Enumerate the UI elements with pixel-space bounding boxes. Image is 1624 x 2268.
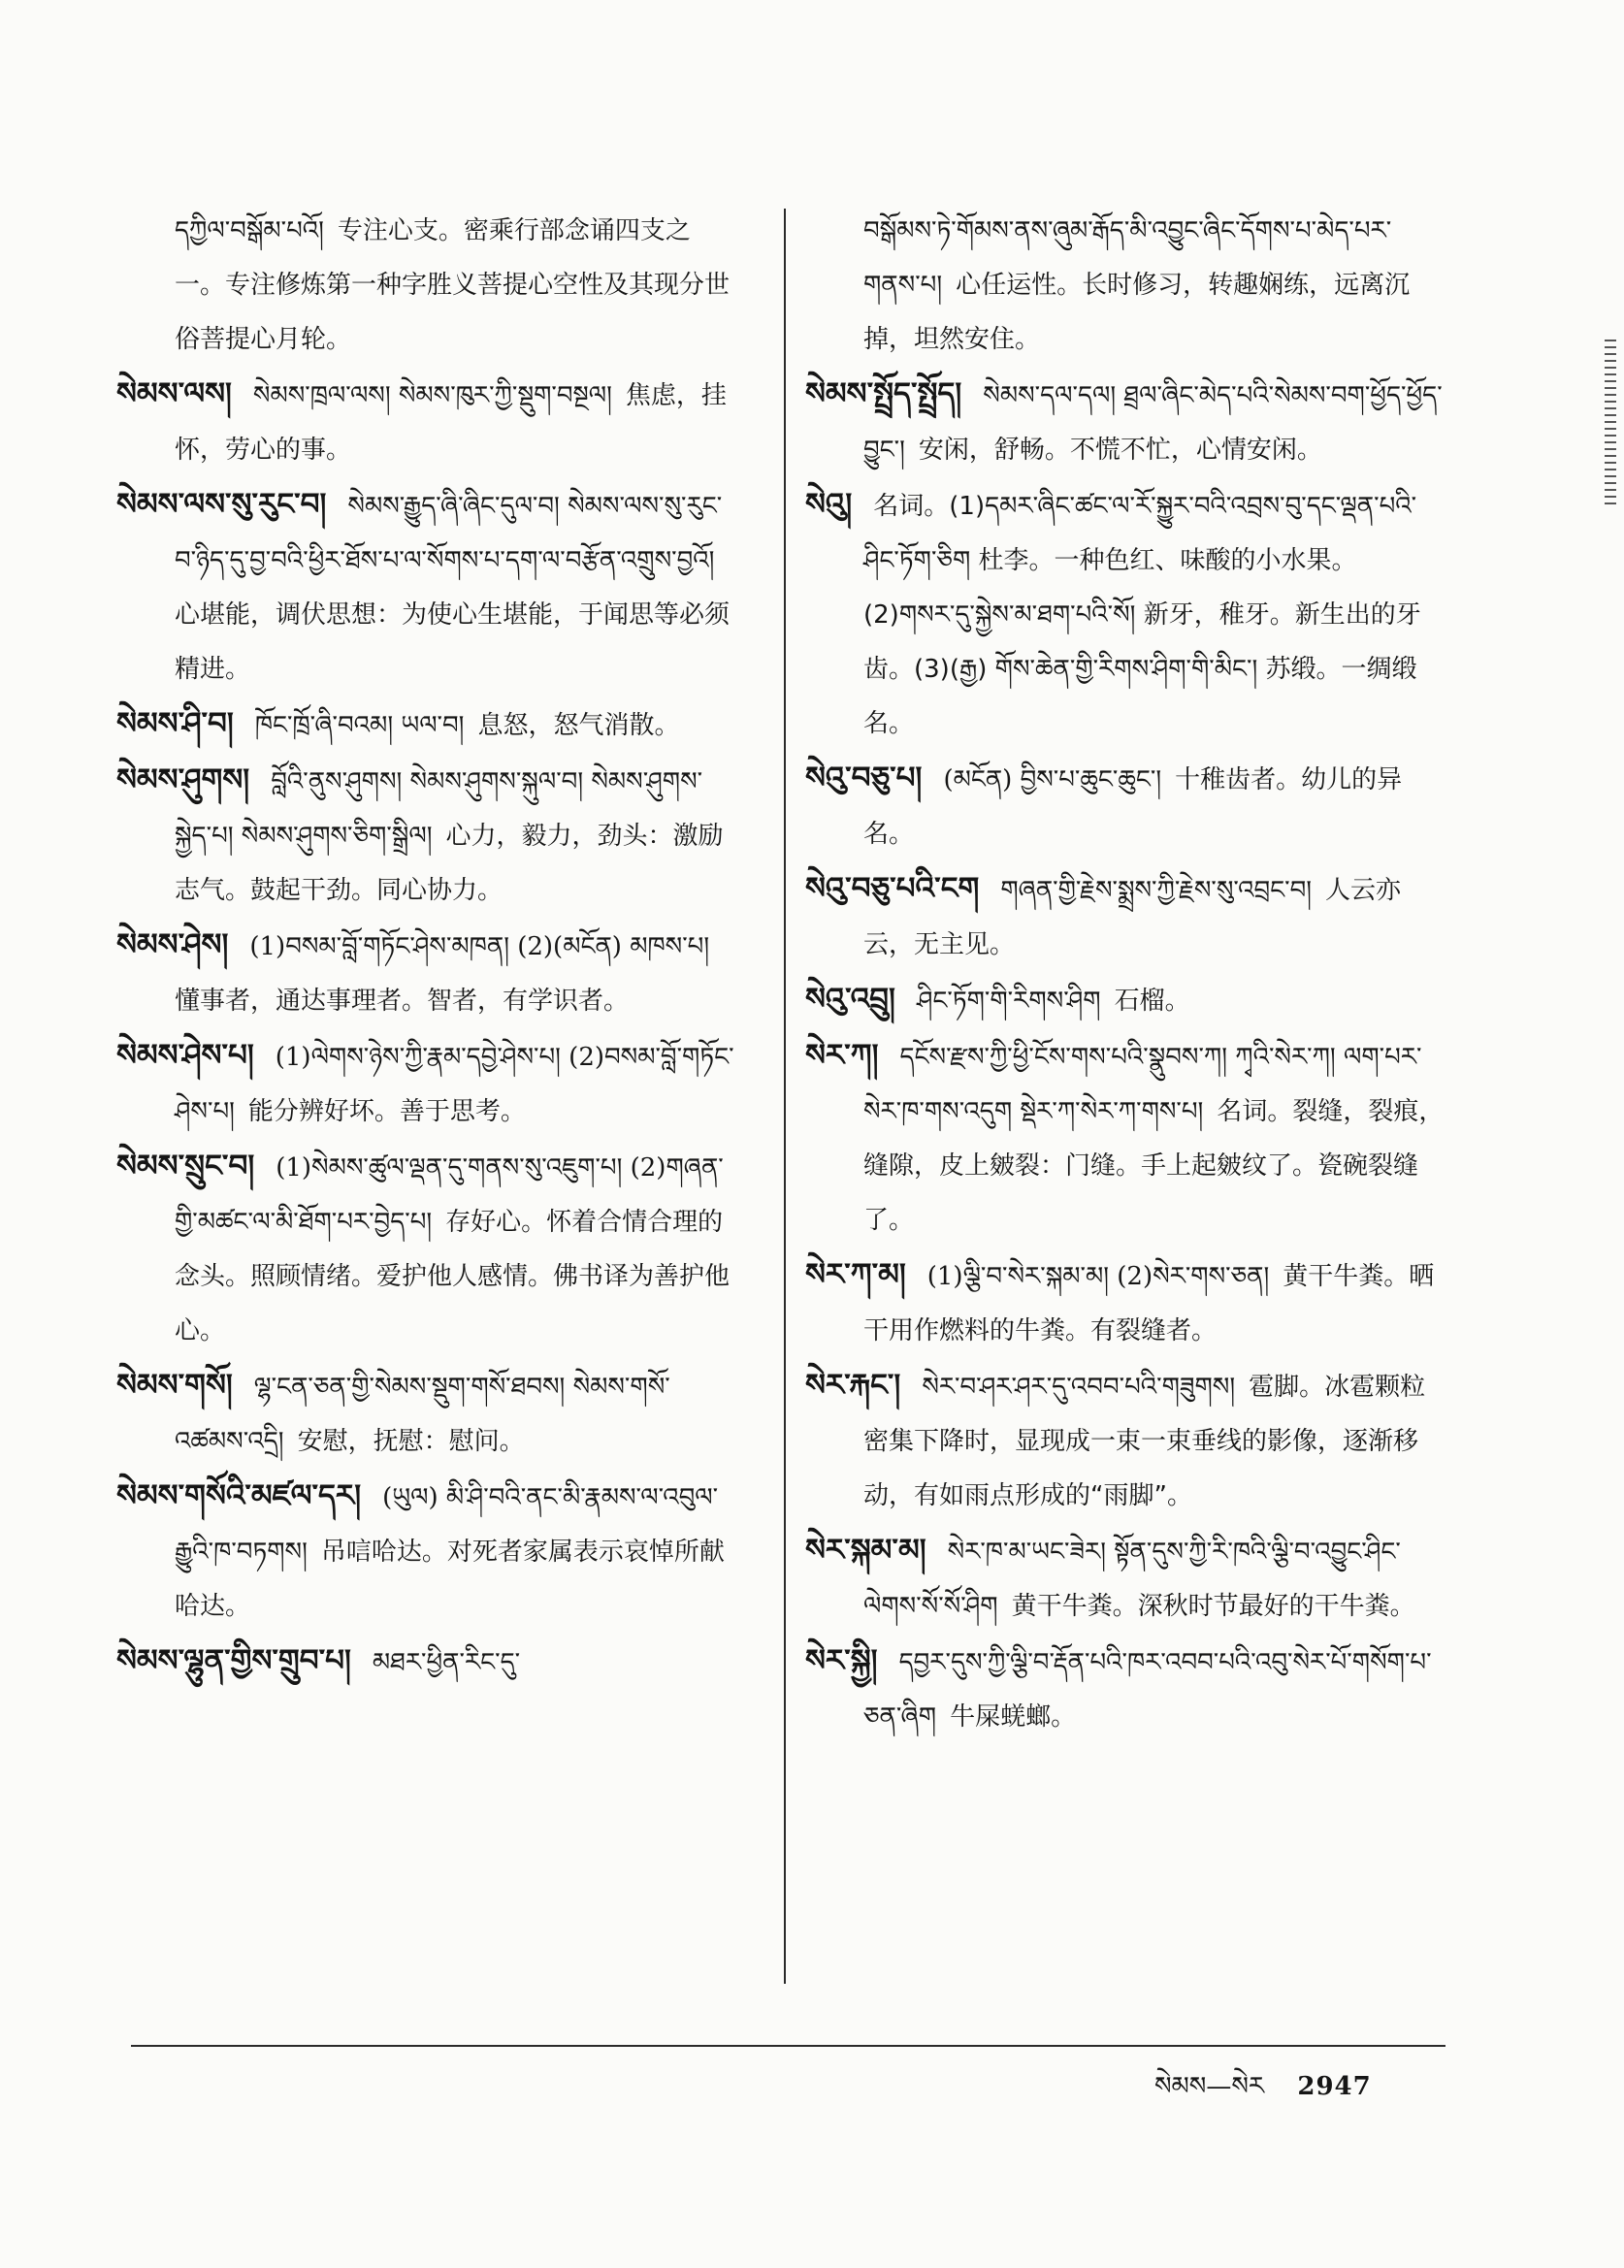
entry-chinese-definition: 石榴。 <box>1114 987 1190 1016</box>
entry-headword: སེམས་གསོའི་མཛལ་དར། <box>116 1478 362 1513</box>
entry-headword: སེའུ་འབྲུ། <box>805 982 895 1017</box>
entry-chinese-definition: 能分辨好坏。善于思考。 <box>247 1097 526 1126</box>
entry-headword: སེམས་ཤུགས། <box>116 762 250 797</box>
dictionary-entry <box>805 751 1445 861</box>
entry-tibetan-definition: བློའི་ནུས་ཤུགས། སེམས་ཤུགས་སྐུལ་བ། སེམས་ཤུགས་སྐྱེད་པ། སེམས་ཤུགས་ཅིག་སྒྲིལ། <box>175 767 703 851</box>
entry-headword: སེམས་སྤྲོད་སྤྲོད། <box>805 376 962 411</box>
dictionary-entry <box>805 861 1445 972</box>
entry-headword: སེའུ་བཅུ་པའི་ངག <box>805 871 980 906</box>
entry-chinese-definition: 吊唁哈达。对死者家属表示哀悼所献哈达。 <box>175 1538 725 1621</box>
entry-chinese-definition: 懂事者，通达事理者。智者，有学识者。 <box>175 987 630 1016</box>
entry-headword: སེའུ་བཅུ་པ། <box>805 761 923 795</box>
entry-tibetan-definition: (1)ལྕི་བ་སེར་སྐམ་མ། (2)སེར་གས་ཅན། <box>926 1262 1270 1291</box>
dictionary-entry <box>116 1139 737 1358</box>
dictionary-entry <box>805 1028 1445 1247</box>
entry-chinese-definition: 人云亦云，无主见。 <box>863 876 1402 959</box>
entry-tibetan-definition: དཀྱིལ་བསྒོམ་པའོ། <box>175 216 324 245</box>
entry-headword: སེམས་གསོ། <box>116 1368 233 1403</box>
dictionary-entry <box>116 1358 737 1469</box>
dictionary-entry <box>116 367 737 477</box>
entry-tibetan-definition: སེམས་དལ་དལ། ཐྲལ་ཞིང་མེད་པའི་སེམས་བག་ཕྱོད་ཕྱོད་བྱུང་། <box>863 381 1443 465</box>
footer-rule <box>131 2045 1445 2047</box>
entry-chinese-definition: 牛屎蜣螂。 <box>950 1702 1077 1732</box>
entry-chinese-definition: 专注心支。密乘行部念诵四支之一。专注修炼第一种字胜义菩提心空性及其现分世俗菩提心月轮。 <box>175 216 731 354</box>
dictionary-entry <box>116 753 737 918</box>
dictionary-entry <box>116 204 737 367</box>
entry-headword: སེམས་ལས། <box>116 376 232 411</box>
entry-tibetan-definition: མཐར་ཕྱིན་རིང་དུ་ <box>372 1648 521 1677</box>
entry-tibetan-definition: ལྷ་ངན་ཅན་གྱི་སེམས་སྡུག་གསོ་ཐབས། སེམས་གསོ་འཚམས་འདྲི། <box>175 1373 670 1456</box>
entry-tibetan-definition: (1)བསམ་བློ་གཏོང་ཤེས་མཁན། (2)(མངོན) མཁས་པ། <box>249 932 710 961</box>
entry-headword: སེར་ཀ། <box>805 1038 879 1073</box>
entry-headword: སེམས་ཤེས་པ། <box>116 1038 254 1073</box>
entry-chinese-definition: 黄干牛粪。晒干用作燃料的牛粪。有裂缝者。 <box>863 1262 1435 1345</box>
entry-tibetan-definition: སེམས་རྒྱུད་ཞི་ཞིང་དུལ་བ། སེམས་ལས་སུ་རུང་བ་ཉིད་དུ་བྱ་བའི་ཕྱིར་ཐོས་པ་ལ་སོགས་པ་དག་ལ་བརྩོན་འགྲུས་བྱའོ། <box>175 492 723 575</box>
entry-chinese-definition: 心堪能，调伏思想：为使心生堪能，于闻思等必须精进。 <box>175 600 731 684</box>
entry-headword: སེར་སྐམ་མ། <box>805 1533 926 1568</box>
entry-headword: སེམས་སྲུང་བ། <box>116 1149 255 1183</box>
dictionary-entry <box>116 918 737 1028</box>
page-number: 2947 <box>1297 2072 1372 2101</box>
entry-tibetan-definition: ཤིང་ཏོག་གི་རིགས་ཤིག <box>916 987 1101 1016</box>
dictionary-entry <box>805 477 1445 751</box>
dictionary-entry <box>116 1028 737 1139</box>
entry-chinese-definition: 黄干牛粪。深秋时节最好的干牛粪。 <box>1011 1592 1415 1621</box>
dictionary-entry <box>805 1247 1445 1358</box>
entry-tibetan-definition: ཁོང་ཁྲོ་ཞི་བའམ། ཡལ་བ། <box>254 711 465 740</box>
entry-tibetan-definition: བསྒོམས་ཏེ་གོམས་ནས་ཞུམ་རྒོད་མི་འབྱུང་ཞིང་དོགས་པ་མེད་པར་གནས་པ། <box>863 216 1392 300</box>
entry-chinese-definition: 名词。裂缝，裂痕，缝隙，皮上皴裂：门缝。手上起皴纹了。瓷碗裂缝了。 <box>863 1097 1445 1235</box>
dictionary-entry <box>805 367 1445 477</box>
entry-chinese-definition: 名词。(1)དམར་ཞིང་ཚང་ལ་རོ་སྐྱུར་བའི་འབྲས་བུ་དང་ལྡན་པའི་ཤིང་ཏོག་ཅིག 杜李。一种色红、味酸的小水果。(2)གསར་དུ་སྐྱེས་མ་ཐག་པའི་སོ། 新牙，稚牙。新生出的牙齿。(3)(རྒྱ) གོས་ཆེན་གྱི་རིགས་ཤིག་གི་མིང་། 苏缎。一绸缎名。 <box>863 492 1421 738</box>
dictionary-entry <box>805 1358 1445 1523</box>
entry-tibetan-definition: སེར་ཁ་མ་ཡང་ཟེར། སྟོན་དུས་ཀྱི་རི་ཁའི་ལྕི་བ་འབྱུང་ཤིང་ལེགས་སོ་སོ་ཤིག <box>863 1538 1401 1621</box>
entry-tibetan-definition: (1)སེམས་ཚུལ་ལྡན་དུ་གནས་སུ་འཇུག་པ། (2)གཞན་གྱི་མཚང་ལ་མི་ཐོག་པར་བྱེད་པ། <box>175 1153 724 1237</box>
entry-chinese-definition: 十稚齿者。幼儿的异名。 <box>863 765 1403 849</box>
entry-chinese-definition: 雹脚。冰雹颗粒密集下降时，显现成一束一束垂线的影像，逐渐移动，有如雨点形成的“雨脚”。 <box>863 1373 1426 1510</box>
dictionary-entry <box>805 1634 1445 1744</box>
entry-tibetan-definition: དབྱར་དུས་ཀྱི་ལྕི་བ་རྡོན་པའི་ཁར་འབབ་པའི་འབུ་སེར་པོ་གསོག་པ་ཅན་ཞིག <box>863 1648 1432 1732</box>
entry-chinese-definition: 安慰，抚慰：慰问。 <box>297 1427 525 1456</box>
entry-tibetan-definition: (ཡུལ) མི་ཤི་བའི་ནང་མི་རྣམས་ལ་འབུལ་རྒྱུའི་ཁ་བཏགས། <box>175 1483 719 1567</box>
dictionary-entry <box>805 972 1445 1028</box>
entry-tibetan-definition: གཞན་གྱི་རྗེས་སྨྲས་ཀྱི་རྗེས་སུ་འབྲང་བ། <box>1000 876 1313 905</box>
entry-tibetan-definition: (1)ལེགས་ཉེས་ཀྱི་རྣམ་དབྱེ་ཤེས་པ། (2)བསམ་བློ་གཏོང་ཤེས་པ། <box>175 1043 734 1126</box>
scan-edge-marks <box>1605 340 1616 504</box>
entry-tibetan-definition: (མངོན) བྱིས་པ་ཆུང་ཆུང་། <box>943 765 1162 794</box>
entry-tibetan-definition: སེར་བ་ཤར་ཤར་དུ་འབབ་པའི་གཟུགས། <box>922 1373 1236 1402</box>
entry-headword: སེའུ། <box>805 487 853 522</box>
entry-chinese-definition: 心任运性。长时修习，转趣娴练，远离沉掉，坦然安住。 <box>863 271 1411 354</box>
entry-chinese-definition: 存好心。怀着合情合理的念头。照顾情绪。爱护他人感情。佛书译为善护他心。 <box>175 1208 731 1345</box>
entry-tibetan-definition: སེམས་ཁྲལ་ལས། སེམས་ཁུར་ཀྱི་སྡུག་བསྔལ། <box>252 381 612 410</box>
entry-headword: སེམས་ཤེས། <box>116 927 229 962</box>
dictionary-entry <box>116 697 737 753</box>
entry-headword: སེར་སྐྱི། <box>805 1643 878 1678</box>
left-column <box>116 204 737 1690</box>
page-footer <box>1154 2058 1372 2129</box>
dictionary-entry <box>116 1634 737 1690</box>
entry-headword: སེམས་ཤི་བ། <box>116 706 234 741</box>
footer-range: སེམས—སེར <box>1154 2072 1265 2101</box>
entry-chinese-definition: 息怒，怒气消散。 <box>477 711 680 740</box>
dictionary-entry <box>116 1469 737 1634</box>
right-column <box>805 204 1445 1744</box>
entry-tibetan-definition: དངོས་རྫས་ཀྱི་ཕྱི་ངོས་གས་པའི་སྣུབས་ཀ། ཀྭའི་སེར་ཀ། ལག་པར་སེར་ཁ་གས་འདུག སྡེར་ཀ་སེར་ཀ་གས་པ། <box>863 1043 1422 1126</box>
column-divider <box>784 209 786 1984</box>
entry-chinese-definition: 安闲，舒畅。不慌不忙，心情安闲。 <box>918 436 1322 465</box>
dictionary-entry <box>116 477 737 697</box>
entry-chinese-definition: 焦虑，挂怀，劳心的事。 <box>175 381 727 465</box>
dictionary-entry <box>805 1523 1445 1634</box>
entry-headword: སེར་ཀ་མ། <box>805 1257 906 1292</box>
entry-headword: སེམས་ལས་སུ་རུང་བ། <box>116 487 327 522</box>
dictionary-entry <box>805 204 1445 367</box>
entry-headword: སེམས་ལྷུན་གྱིས་གྲུབ་པ། <box>116 1643 351 1678</box>
entry-chinese-definition: 心力，毅力，劲头：激励志气。鼓起干劲。同心协力。 <box>175 822 724 905</box>
entry-headword: སེར་རྐང་། <box>805 1368 901 1403</box>
